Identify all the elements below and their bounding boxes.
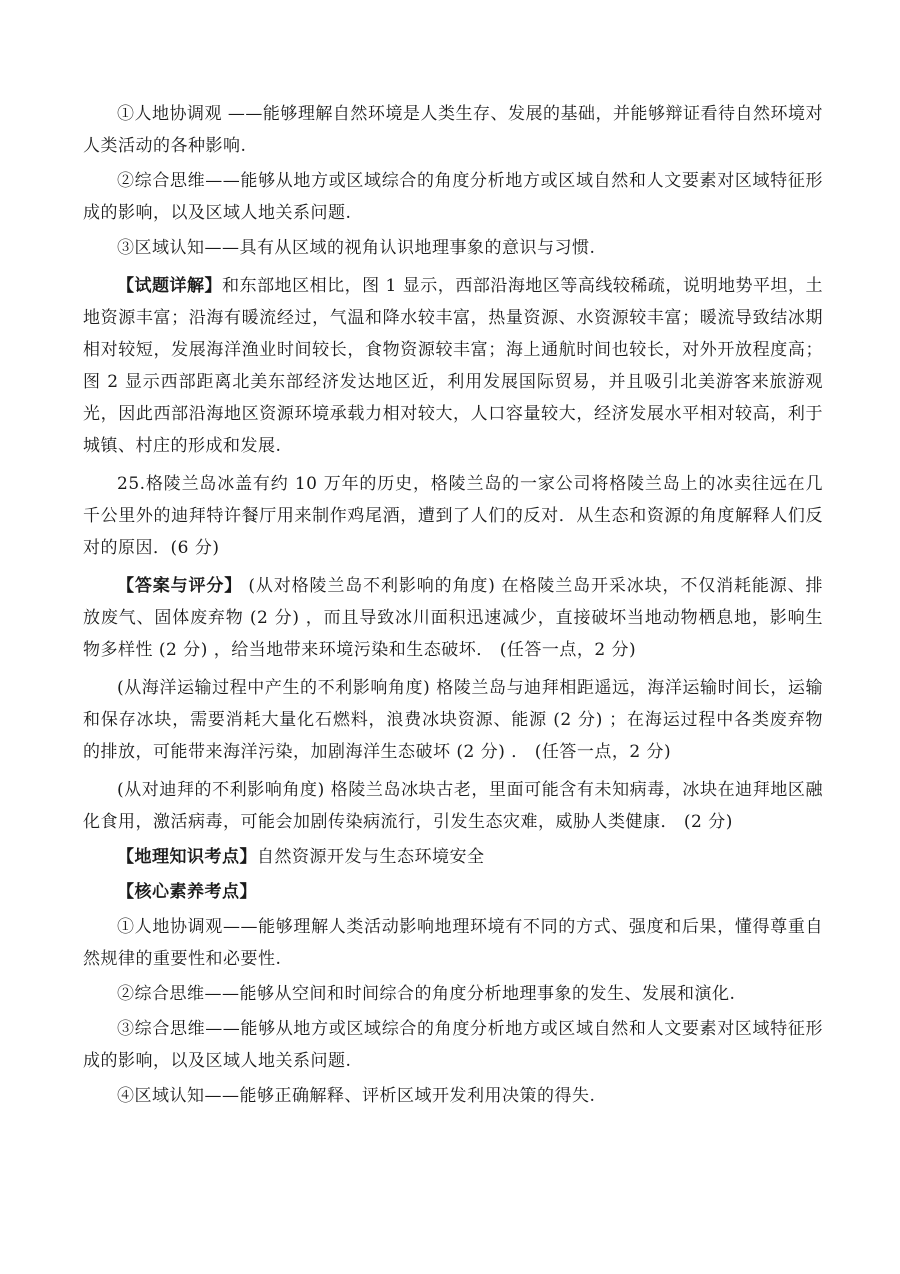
paragraph-text: ①人地协调观 ——能够理解自然环境是人类生存、发展的基础，并能够辩证看待自然环境对人类活动的各种影响. bbox=[83, 104, 823, 156]
paragraph-text: (从海洋运输过程中产生的不利影响角度) 格陵兰岛与迪拜相距遥远，海洋运输时间长，运输和保存冰块，需要消耗大量化石燃料，浪费冰块资源、能源 (2 分) ；在海运过程中各类废弃物的排放，可能带来海洋污染，加剧海洋生态破坏 (2 分) ． (任答一点，2 分) bbox=[83, 678, 823, 762]
question-explanation bbox=[83, 270, 823, 462]
paragraph-text: (从对格陵兰岛不利影响的角度) 在格陵兰岛开采冰块，不仅消耗能源、排放废气、固体废弃物 (2 分) ，而且导致冰川面积迅速减少，直接破坏当地动物栖息地，影响生物多样性 (2 分) ，给当地带来环境污染和生态破坏． (任答一点，2 分) bbox=[83, 576, 824, 660]
section-tag: 【答案与评分】 bbox=[117, 576, 243, 596]
answer-scoring bbox=[83, 570, 823, 666]
paragraph-text: ③综合思维——能够从地方或区域综合的角度分析地方或区域自然和人文要素对区域特征形成的影响，以及区域人地关系问题. bbox=[83, 1019, 823, 1071]
section-tag: 【核心素养考点】 bbox=[117, 882, 257, 902]
paragraph-text: 和东部地区相比，图 1 显示，西部沿海地区等高线较稀疏，说明地势平坦，土地资源丰富；沿海有暖流经过，气温和降水较丰富，热量资源、水资源较丰富；暖流导致结冰期相对较短，发展海洋渔业时间较长，食物资源较丰富；海上通航时间也较长，对外开放程度高；图 2 显示西部距离北美东部经济发达地区近，利用发展国际贸易，并且吸引北美游客来旅游观光，因此西部沿海地区资源环境承载力相对较大，人口容量较大，经济发展水平相对较高，利于城镇、村庄的形成和发展. bbox=[83, 276, 824, 456]
document-page bbox=[83, 98, 823, 1112]
answer-ocean-transport bbox=[83, 672, 823, 768]
literacy-item-1 bbox=[83, 98, 823, 162]
knowledge-point bbox=[83, 841, 823, 873]
paragraph-text: ④区域认知——能够正确解释、评析区域开发利用决策的得失. bbox=[117, 1086, 596, 1106]
paragraph-text: ③区域认知——具有从区域的视角认识地理事象的意识与习惯. bbox=[117, 238, 596, 258]
section-tag: 【试题详解】 bbox=[117, 276, 223, 296]
literacy-item-2 bbox=[83, 165, 823, 229]
question-25 bbox=[83, 468, 823, 564]
paragraph-text: ②综合思维——能够从地方或区域综合的角度分析地方或区域自然和人文要素对区域特征形成的影响，以及区域人地关系问题. bbox=[83, 171, 823, 223]
paragraph-text: ②综合思维——能够从空间和时间综合的角度分析地理事象的发生、发展和演化. bbox=[117, 984, 736, 1004]
literacy-item-3 bbox=[83, 232, 823, 264]
paragraph-text: ①人地协调观——能够理解人类活动影响地理环境有不同的方式、强度和后果，懂得尊重自然规律的重要性和必要性. bbox=[83, 917, 823, 969]
section-tag: 【地理知识考点】 bbox=[117, 847, 257, 867]
core-literacy-item-3 bbox=[83, 1013, 823, 1077]
core-literacy-item-1 bbox=[83, 911, 823, 975]
paragraph-text: 25.格陵兰岛冰盖有约 10 万年的历史，格陵兰岛的一家公司将格陵兰岛上的冰卖往远在几千公里外的迪拜特许餐厅用来制作鸡尾酒，遭到了人们的反对．从生态和资源的角度解释人们反对的原因．(6 分) bbox=[83, 474, 823, 558]
core-literacy-heading bbox=[83, 876, 823, 908]
core-literacy-item-4 bbox=[83, 1080, 823, 1112]
core-literacy-item-2 bbox=[83, 978, 823, 1010]
answer-dubai-impact bbox=[83, 774, 823, 838]
paragraph-text: (从对迪拜的不利影响角度) 格陵兰岛冰块古老，里面可能含有未知病毒，冰块在迪拜地区融化食用，激活病毒，可能会加剧传染病流行，引发生态灾难，威胁人类健康． (2 分) bbox=[83, 780, 823, 832]
paragraph-text: 自然资源开发与生态环境安全 bbox=[257, 847, 485, 867]
